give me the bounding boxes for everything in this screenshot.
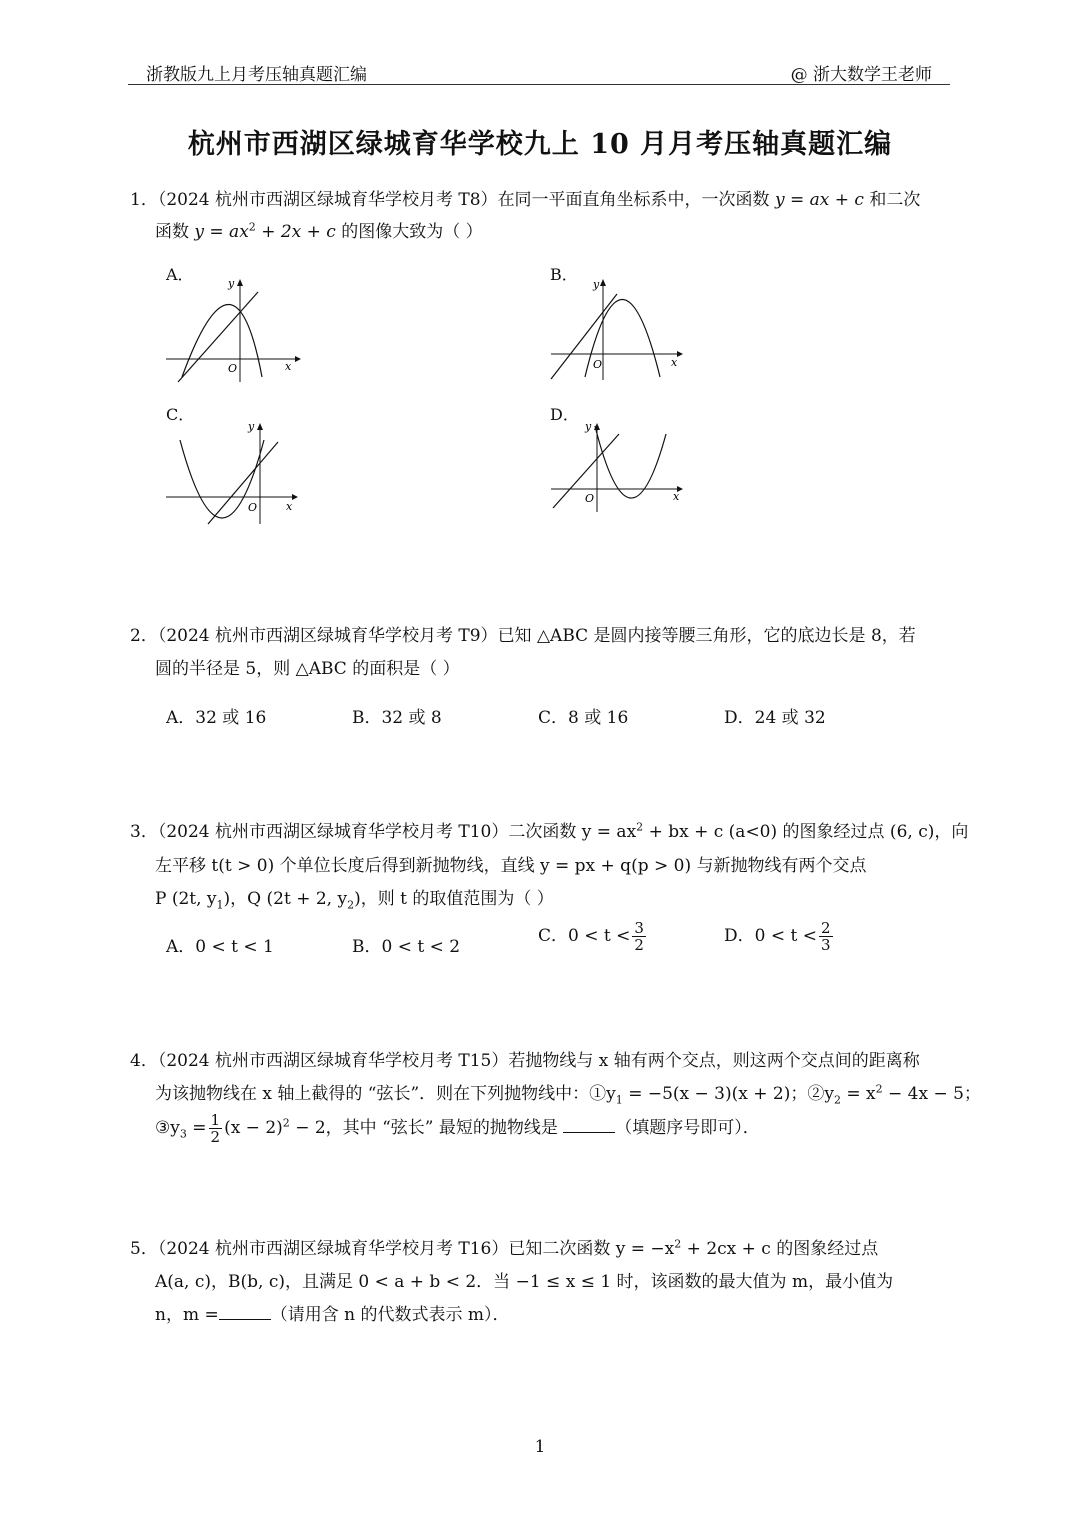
graph-a-origin-label: O (228, 362, 238, 375)
q5-number: 5． (130, 1239, 158, 1259)
q3-text-1b: + bx + c (a<0) 的图象经过点 (6, c)，向 (643, 822, 969, 842)
q4-text-2b: = −5(x − 3)(x + 2)；②y (622, 1084, 834, 1104)
header-left-text: 浙教版九上月考压轴真题汇编 (146, 65, 367, 85)
graph-c-origin-label: O (248, 501, 258, 514)
q2-source: （2024 杭州市西湖区绿城育华学校月考 T9） (157, 626, 498, 646)
q3-option-c-fraction (632, 920, 646, 953)
q1-line-1 (130, 184, 920, 216)
q1-graph-b (545, 272, 695, 387)
q4-sub-2: 2 (833, 1093, 841, 1107)
graph-c-y-label: y (248, 420, 255, 433)
q4-line-2 (155, 1078, 981, 1110)
q2-line-2: 圆的半径是 5，则 △ABC 的面积是（ ） (155, 659, 460, 679)
q4-text-3e: （填题序号即可）． (615, 1118, 760, 1138)
q4-sub-3: 3 (179, 1127, 187, 1141)
q4-text-3b: = (186, 1118, 207, 1138)
graph-a-y-label: y (228, 277, 235, 290)
q4-sub-1: 1 (615, 1093, 623, 1107)
q2-text-1: 已知 △ABC 是圆内接等腰三角形，它的底边长是 8，若 (497, 626, 916, 646)
q1-number: 1． (130, 190, 158, 210)
q1-line-2 (155, 216, 483, 248)
q3-option-b: B．0 < t < 2 (352, 937, 461, 957)
page-title: 杭州市西湖区绿城育华学校九上 10 月月考压轴真题汇编 (187, 129, 893, 160)
q1-text-d: 的图像大致为（ ） (335, 222, 483, 242)
q3-exponent: 2 (636, 820, 644, 834)
q1-text-b: 和二次 (863, 190, 921, 210)
q4-fraction-numerator: 1 (210, 1111, 221, 1129)
graph-b-x-label: x (671, 356, 678, 369)
q2-line-1 (130, 620, 916, 652)
q1-option-a-label: A． (166, 265, 194, 284)
q4-number: 4． (130, 1051, 158, 1071)
header-right-text: @ 浙大数学王老师 (790, 65, 932, 85)
q2-option-d: D．24 或 32 (724, 708, 826, 728)
q1-source: （2024 杭州市西湖区绿城育华学校月考 T8） (157, 190, 498, 210)
q4-fraction (209, 1112, 223, 1145)
page-header (128, 58, 950, 85)
q4-exponent-1: 2 (875, 1082, 883, 1096)
q4-text-2d: − 4x − 5； (882, 1084, 981, 1104)
q4-fraction-denominator: 2 (210, 1128, 221, 1146)
graph-d-origin-label: O (585, 492, 595, 505)
q3-option-c-numerator: 3 (634, 919, 644, 937)
q3-sub-2: 2 (347, 898, 355, 912)
q5-line-1 (130, 1233, 878, 1265)
q3-option-a: A．0 < t < 1 (166, 937, 274, 957)
q4-text-3a: ③y (155, 1118, 180, 1138)
q3-line-3 (155, 883, 554, 915)
q5-line-2: A(a, c)，B(b, c)，且满足 0 < a + b < 2．当 −1 ≤ x ≤ 1 时，该函数的最大值为 m，最小值为 (155, 1272, 894, 1292)
q3-option-d-text: D．0 < t < (724, 926, 817, 946)
q3-text-3a: P (2t, y (155, 889, 217, 909)
q4-line-3 (155, 1112, 760, 1145)
q3-option-d-numerator: 2 (820, 919, 831, 937)
q2-option-b: B．32 或 8 (352, 708, 442, 728)
q5-exponent: 2 (674, 1237, 682, 1251)
q5-text-1b: + 2cx + c 的图象经过点 (681, 1239, 879, 1259)
q1-text-a: 在同一平面直角坐标系中，一次函数 (497, 190, 775, 210)
q4-text-3d: − 2，其中 “弦长” 最短的抛物线是 (289, 1118, 564, 1138)
q5-text-1a: 已知二次函数 y = −x (508, 1239, 675, 1259)
q4-text-1: 若抛物线与 x 轴有两个交点，则这两个交点间的距离称 (508, 1051, 920, 1071)
graph-b-origin-label: O (593, 358, 603, 371)
q3-sub-1: 1 (216, 898, 224, 912)
q3-option-d (724, 920, 835, 953)
q1-graph-d (545, 416, 695, 531)
q4-text-2c: = x (840, 1084, 876, 1104)
q2-option-a: A．32 或 16 (166, 708, 267, 728)
q3-option-d-denominator: 3 (820, 936, 831, 954)
page-number: 1 (534, 1437, 546, 1457)
q3-line-1 (130, 816, 968, 848)
graph-b-y-label: y (593, 278, 600, 291)
q1-formula-quadratic-a: y = ax (194, 222, 249, 242)
q2-number: 2． (130, 626, 158, 646)
q3-text-3c: )，则 t 的取值范围为（ ） (354, 889, 554, 909)
graph-c-x-label: x (286, 500, 293, 513)
q3-source: （2024 杭州市西湖区绿城育华学校月考 T10） (157, 822, 509, 842)
q3-text-3b: )，Q (2t + 2, y (223, 889, 348, 909)
q3-option-c-text: C．0 < t < (538, 926, 631, 946)
q3-line-2: 左平移 t(t > 0) 个单位长度后得到新抛物线，直线 y = px + q(p > 0) 与新抛物线有两个交点 (155, 856, 867, 876)
q3-option-c (538, 920, 648, 953)
q5-line-3 (155, 1299, 510, 1331)
q3-text-1a: 二次函数 y = ax (508, 822, 637, 842)
q3-option-c-denominator: 2 (634, 936, 644, 954)
q1-text-c: 函数 (155, 222, 195, 242)
q4-text-2a: 为该抛物线在 x 轴上截得的 “弦长”．则在下列抛物线中：①y (155, 1084, 616, 1104)
q4-text-3c: (x − 2) (224, 1118, 283, 1138)
graph-d-x-label: x (673, 490, 680, 503)
q1-formula-linear: y = ax + c (774, 190, 864, 210)
q4-exponent-2: 2 (282, 1116, 290, 1130)
q5-answer-blank[interactable] (219, 1303, 271, 1320)
q3-option-d-fraction (819, 920, 833, 953)
q1-graph-c (160, 416, 310, 531)
q3-number: 3． (130, 822, 158, 842)
graph-a-x-label: x (285, 360, 292, 373)
q5-source: （2024 杭州市西湖区绿城育华学校月考 T16） (157, 1239, 509, 1259)
q4-source: （2024 杭州市西湖区绿城育华学校月考 T15） (157, 1051, 509, 1071)
q1-graph-a (160, 272, 310, 387)
q4-answer-blank[interactable] (563, 1116, 615, 1133)
q4-line-1 (130, 1045, 920, 1077)
q1-option-d-label: D． (550, 405, 579, 424)
graph-d-y-label: y (585, 420, 592, 433)
q1-option-c-label: C． (166, 405, 195, 424)
q5-text-3b: （请用含 n 的代数式表示 m）． (270, 1305, 510, 1325)
q5-text-3a: n，m = (155, 1305, 219, 1325)
q2-option-c: C．8 或 16 (538, 708, 629, 728)
q1-exponent: 2 (248, 220, 256, 234)
q1-formula-quadratic-b: + 2x + c (255, 222, 336, 242)
q1-option-b-label: B． (550, 265, 578, 284)
